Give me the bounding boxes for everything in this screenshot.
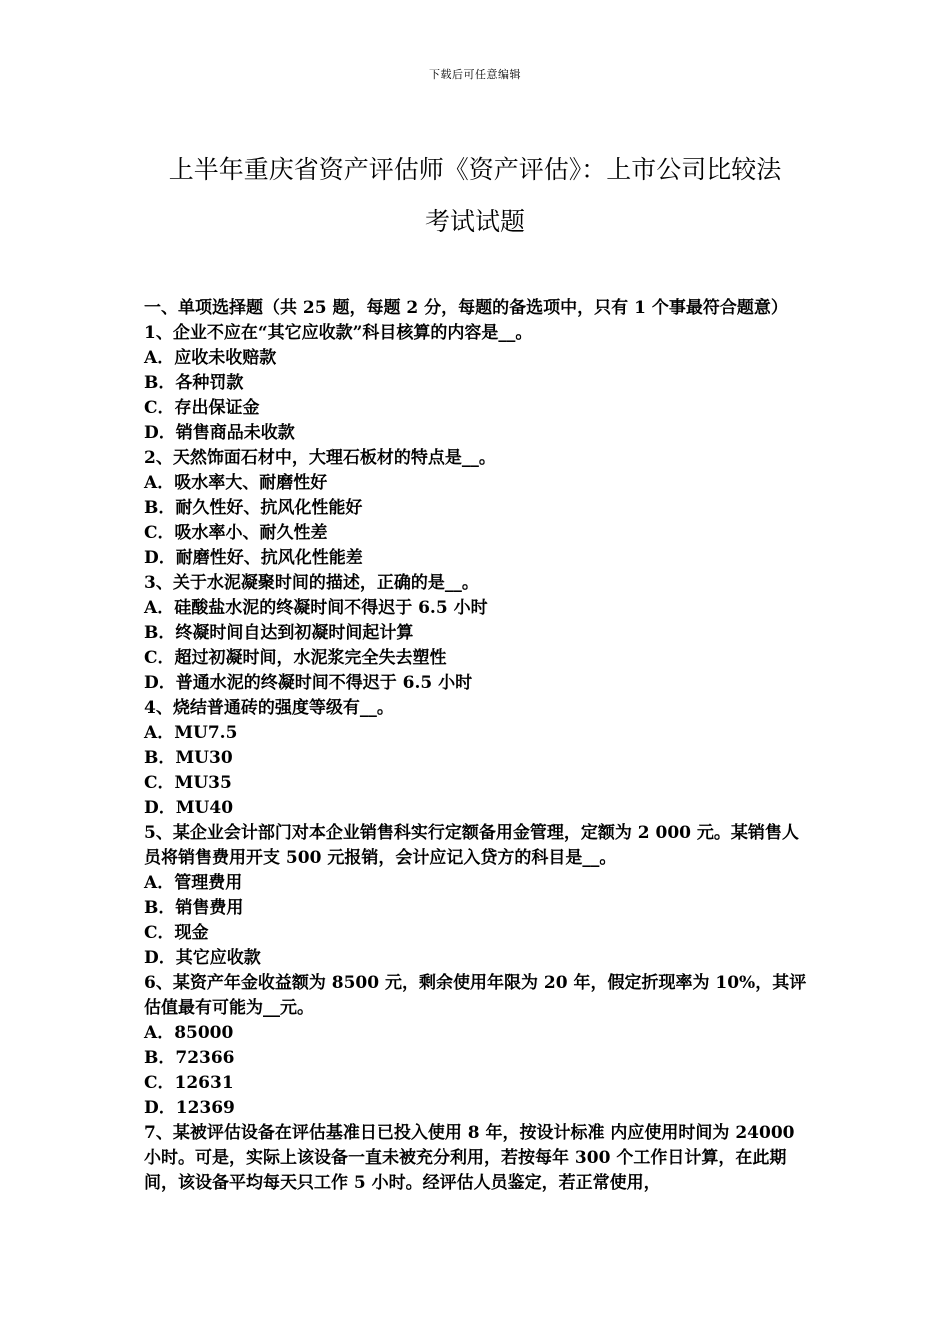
- document-title: [90, 144, 860, 248]
- question-stem: 3、关于水泥凝聚时间的描述，正确的是__。: [144, 573, 479, 593]
- question-stem: 2、天然饰面石材中，大理石板材的特点是__。: [144, 448, 496, 468]
- option-d: D．其它应收款: [144, 948, 261, 968]
- option-d: D．耐磨性好、抗风化性能差: [144, 548, 363, 568]
- question-stem: 7、某被评估设备在评估基准日已投入使用 8 年，按设计标准 内应使用时间为 24000 小时。可是，实际上该设备一直未被充分利用，若按每年 300 个工作日计算，在此期间，该设备平均每天只工作 5 小时。经评估人员鉴定，若正常使用，: [144, 1123, 801, 1193]
- question-1: [144, 321, 814, 446]
- option-d: D．普通水泥的终凝时间不得迟于 6.5 小时: [144, 673, 473, 693]
- question-7: [144, 1121, 814, 1196]
- question-6: [144, 971, 814, 1121]
- option-a: A．管理费用: [144, 873, 243, 893]
- question-5: [144, 821, 814, 971]
- option-c: C．存出保证金: [144, 398, 260, 418]
- section-heading: 一、单项选择题（共 25 题，每题 2 分，每题的备选项中，只有 1 个事最符合题意）: [144, 298, 788, 318]
- option-b: B．耐久性好、抗风化性能好: [144, 498, 363, 518]
- question-stem: 4、烧结普通砖的强度等级有__。: [144, 698, 394, 718]
- option-a: A．85000: [144, 1023, 234, 1043]
- question-stem: 6、某资产年金收益额为 8500 元，剩余使用年限为 20 年，假定折现率为 10%，其评估值最有可能为__元。: [144, 973, 807, 1018]
- question-4: [144, 696, 814, 821]
- option-a: A．MU7.5: [144, 723, 238, 743]
- option-c: C．超过初凝时间，水泥浆完全失去塑性: [144, 648, 447, 668]
- option-c: C．现金: [144, 923, 209, 943]
- header-note: 下载后可任意编辑: [429, 68, 521, 81]
- option-a: A．吸水率大、耐磨性好: [144, 473, 328, 493]
- question-3: [144, 571, 814, 696]
- option-c: C．12631: [144, 1073, 234, 1093]
- exam-content: [144, 296, 814, 1196]
- question-stem: 1、企业不应在“其它应收款”科目核算的内容是__。: [144, 323, 533, 343]
- option-c: C．吸水率小、耐久性差: [144, 523, 328, 543]
- title-line-1: 上半年重庆省资产评估师《资产评估》：上市公司比较法: [168, 155, 782, 184]
- option-d: D．销售商品未收款: [144, 423, 295, 443]
- option-a: A．硅酸盐水泥的终凝时间不得迟于 6.5 小时: [144, 598, 488, 618]
- option-b: B．MU30: [144, 748, 233, 768]
- option-a: A．应收未收赔款: [144, 348, 277, 368]
- title-line-2: 考试试题: [424, 207, 525, 236]
- option-c: C．MU35: [144, 773, 232, 793]
- option-d: D．MU40: [144, 798, 234, 818]
- option-b: B．销售费用: [144, 898, 244, 918]
- option-b: B．终凝时间自达到初凝时间起计算: [144, 623, 414, 643]
- option-d: D．12369: [144, 1098, 235, 1118]
- question-2: [144, 446, 814, 571]
- option-b: B．各种罚款: [144, 373, 244, 393]
- question-stem: 5、某企业会计部门对本企业销售科实行定额备用金管理，定额为 2 000 元。某销售人员将销售费用开支 500 元报销，会计应记入贷方的科目是__。: [144, 823, 799, 868]
- option-b: B．72366: [144, 1048, 235, 1068]
